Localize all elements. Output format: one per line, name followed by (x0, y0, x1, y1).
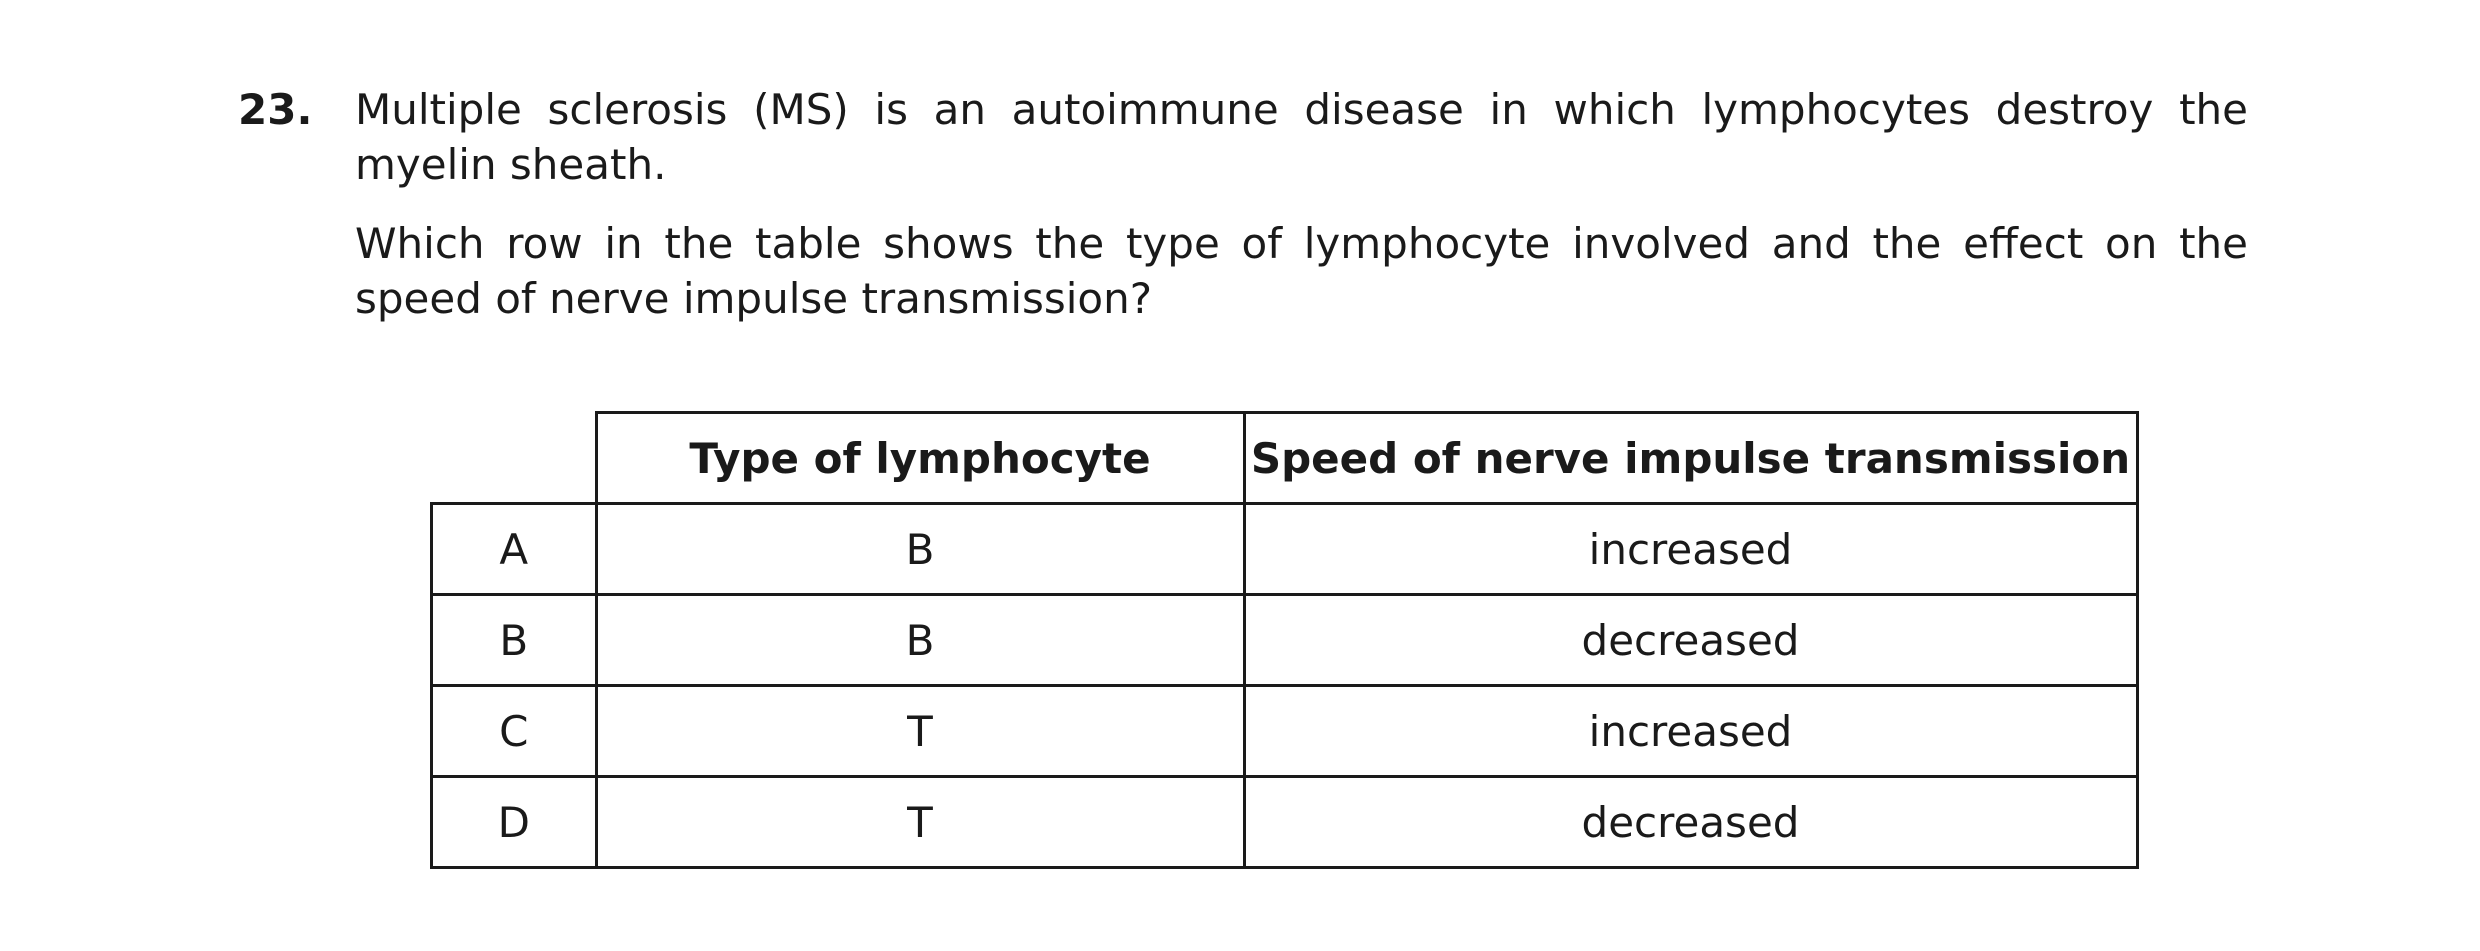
table-row[interactable] (432, 504, 2138, 595)
table-row[interactable] (432, 595, 2138, 686)
speed-effect-cell: decreased (1244, 595, 2137, 686)
table-header-row (432, 413, 2138, 504)
option-letter: D (432, 777, 597, 868)
option-letter: A (432, 504, 597, 595)
option-letter: B (432, 595, 597, 686)
lymphocyte-type-cell: T (596, 686, 1244, 777)
option-letter: C (432, 686, 597, 777)
speed-effect-cell: decreased (1244, 777, 2137, 868)
table-row[interactable] (432, 777, 2138, 868)
lymphocyte-type-cell: B (596, 595, 1244, 686)
header-type-of-lymphocyte: Type of lymphocyte (596, 413, 1244, 504)
question-number: 23. (238, 85, 313, 134)
lymphocyte-type-cell: B (596, 504, 1244, 595)
answer-table (430, 411, 2139, 869)
header-speed-of-transmission: Speed of nerve impulse transmission (1244, 413, 2137, 504)
table-row[interactable] (432, 686, 2138, 777)
lymphocyte-type-cell: T (596, 777, 1244, 868)
question-prompt: Which row in the table shows the type of lymphocyte involved and the effect on the speed of nerve impulse transmission? (355, 219, 2248, 323)
speed-effect-cell: increased (1244, 686, 2137, 777)
question-text (355, 82, 2248, 326)
speed-effect-cell: increased (1244, 504, 2137, 595)
question-stem: Multiple sclerosis (MS) is an autoimmune disease in which lymphocytes destroy the myelin sheath. (355, 85, 2248, 189)
table-corner-cell (432, 413, 597, 504)
